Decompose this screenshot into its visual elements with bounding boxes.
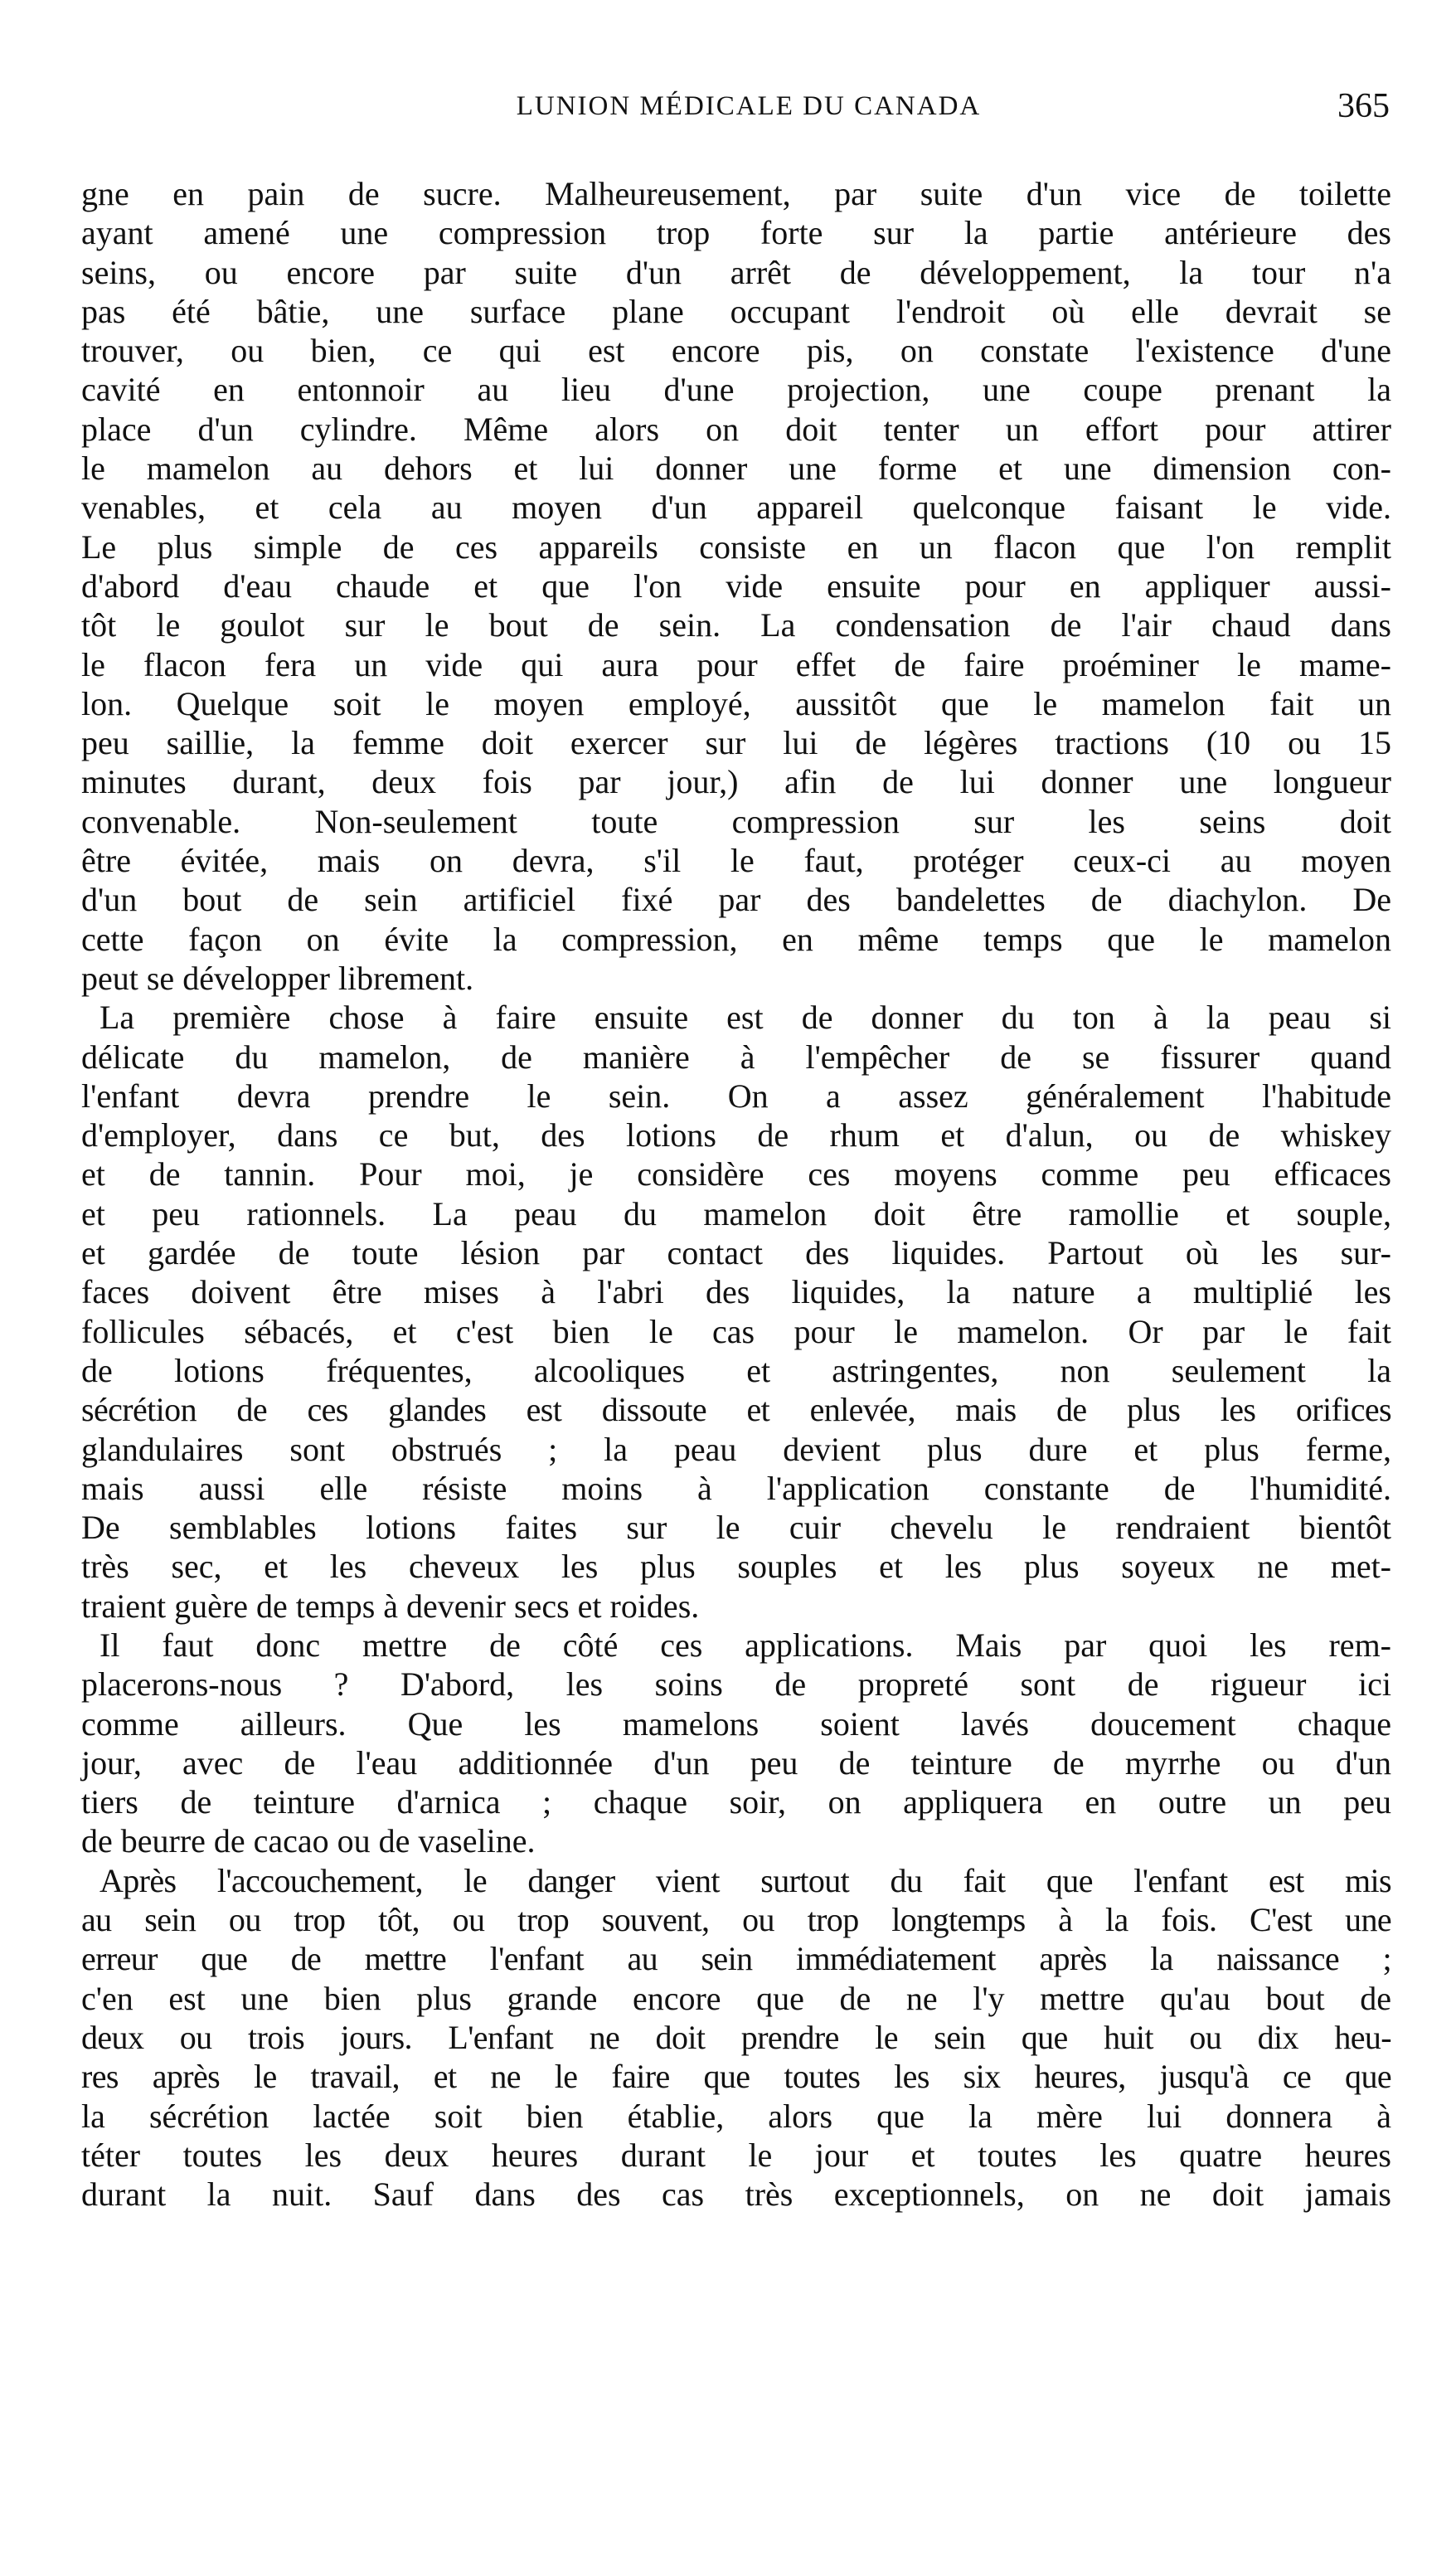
- text-line: et de tannin. Pour moi, je considère ces moyens comme peu efficaces: [81, 1155, 1391, 1193]
- text-line: peut se développer librement.: [81, 959, 474, 997]
- text-line: lon. Quelque soit le moyen employé, aussitôt que le mamelon fait un: [81, 684, 1391, 722]
- text-line: deux ou trois jours. L'enfant ne doit prendre le sein que huit ou dix heu-: [81, 2018, 1391, 2056]
- page-header: [108, 87, 1390, 134]
- text-line: la sécrétion lactée soit bien établie, alors que la mère lui donnera à: [81, 2097, 1391, 2135]
- text-line: et peu rationnels. La peau du mamelon doit être ramollie et souple,: [81, 1194, 1391, 1232]
- text-line: follicules sébacés, et c'est bien le cas pour le mamelon. Or par le fait: [81, 1312, 1391, 1350]
- text-line: et gardée de toute lésion par contact des liquides. Partout où les sur-: [81, 1234, 1391, 1272]
- text-line: très sec, et les cheveux les plus souples et les plus soyeux ne met-: [81, 1548, 1391, 1586]
- text-line: au sein ou trop tôt, ou trop souvent, ou trop longtemps à la fois. C'est une: [81, 1901, 1391, 1939]
- text-line: seins, ou encore par suite d'un arrêt de développement, la tour n'a: [81, 253, 1391, 291]
- text-line: res après le travail, et ne le faire que toutes les six heures, jusqu'à ce que: [81, 2058, 1391, 2096]
- text-line: venables, et cela au moyen d'un appareil quelconque faisant le vide.: [81, 489, 1391, 527]
- body-text: [81, 174, 1391, 2214]
- text-line: ayant amené une compression trop forte sur la partie antérieure des: [81, 214, 1391, 252]
- text-line: convenable. Non-seulement toute compression sur les seins doit: [81, 802, 1391, 840]
- text-line: tôt le goulot sur le bout de sein. La condensation de l'air chaud dans: [81, 606, 1391, 644]
- text-line: tiers de teinture d'arnica ; chaque soir, on appliquera en outre un peu: [81, 1783, 1391, 1821]
- text-line: d'abord d'eau chaude et que l'on vide ensuite pour en appliquer aussi-: [81, 566, 1391, 605]
- text-line: comme ailleurs. Que les mamelons soient lavés doucement chaque: [81, 1704, 1391, 1743]
- text-line: mais aussi elle résiste moins à l'application constante de l'humidité.: [81, 1469, 1391, 1507]
- text-line: Après l'accouchement, le danger vient surtout du fait que l'enfant est mis: [99, 1861, 1391, 1899]
- text-line: De semblables lotions faites sur le cuir chevelu le rendraient bientôt: [81, 1509, 1391, 1547]
- text-line: peu saillie, la femme doit exercer sur lui de légères tractions (10 ou 15: [81, 724, 1391, 762]
- page-number: 365: [1337, 87, 1390, 125]
- text-line: La première chose à faire ensuite est de donner du ton à la peau si: [99, 999, 1391, 1037]
- text-line: glandulaires sont obstrués ; la peau devient plus dure et plus ferme,: [81, 1430, 1391, 1468]
- text-line: d'employer, dans ce but, des lotions de rhum et d'alun, ou de whiskey: [81, 1116, 1391, 1155]
- text-line: placerons-nous ? D'abord, les soins de propreté sont de rigueur ici: [81, 1665, 1391, 1704]
- text-line: l'enfant devra prendre le sein. On a assez généralement l'habitude: [81, 1077, 1391, 1115]
- text-line: faces doivent être mises à l'abri des liquides, la nature a multiplié les: [81, 1273, 1391, 1311]
- text-line: jour, avec de l'eau additionnée d'un peu de teinture de myrrhe ou d'un: [81, 1743, 1391, 1782]
- text-line: place d'un cylindre. Même alors on doit tenter un effort pour attirer: [81, 410, 1391, 448]
- text-line: de beurre de cacao ou de vaseline.: [81, 1822, 536, 1860]
- text-line: gne en pain de sucre. Malheureusement, par suite d'un vice de toilette: [81, 175, 1391, 212]
- text-line: d'un bout de sein artificiel fixé par des bandelettes de diachylon. De: [81, 881, 1391, 919]
- text-line: de lotions fréquentes, alcooliques et astringentes, non seulement la: [81, 1351, 1391, 1389]
- text-line: c'en est une bien plus grande encore que de ne l'y mettre qu'au bout de: [81, 1979, 1391, 2017]
- text-line: durant la nuit. Sauf dans des cas très exceptionnels, on ne doit jamais: [81, 2175, 1391, 2214]
- text-line: cavité en entonnoir au lieu d'une projection, une coupe prenant la: [81, 371, 1391, 409]
- text-line: traient guère de temps à devenir secs et roides.: [81, 1587, 700, 1625]
- text-line: erreur que de mettre l'enfant au sein immédiatement après la naissance ;: [81, 1940, 1391, 1978]
- text-line: trouver, ou bien, ce qui est encore pis, on constate l'existence d'une: [81, 332, 1391, 370]
- text-line: Le plus simple de ces appareils consiste en un flacon que l'on remplit: [81, 527, 1391, 566]
- text-line: le flacon fera un vide qui aura pour effet de faire proéminer le mame-: [81, 645, 1391, 683]
- text-line: le mamelon au dehors et lui donner une forme et une dimension con-: [81, 450, 1391, 488]
- text-line: téter toutes les deux heures durant le jour et toutes les quatre heures: [81, 2136, 1391, 2174]
- text-line: pas été bâtie, une surface plane occupant l'endroit où elle devrait se: [81, 292, 1391, 330]
- text-line: être évitée, mais on devra, s'il le faut, protéger ceux-ci au moyen: [81, 842, 1391, 880]
- text-line: sécrétion de ces glandes est dissoute et enlevée, mais de plus les orifices: [81, 1391, 1391, 1429]
- running-title: LUNION MÉDICALE DU CANADA: [516, 91, 982, 121]
- text-line: cette façon on évite la compression, en même temps que le mamelon: [81, 920, 1391, 958]
- text-line: délicate du mamelon, de manière à l'empêcher de se fissurer quand: [81, 1038, 1391, 1076]
- text-line: Il faut donc mettre de côté ces applications. Mais par quoi les rem-: [99, 1626, 1391, 1664]
- text-line: minutes durant, deux fois par jour,) afin de lui donner une longueur: [81, 763, 1391, 801]
